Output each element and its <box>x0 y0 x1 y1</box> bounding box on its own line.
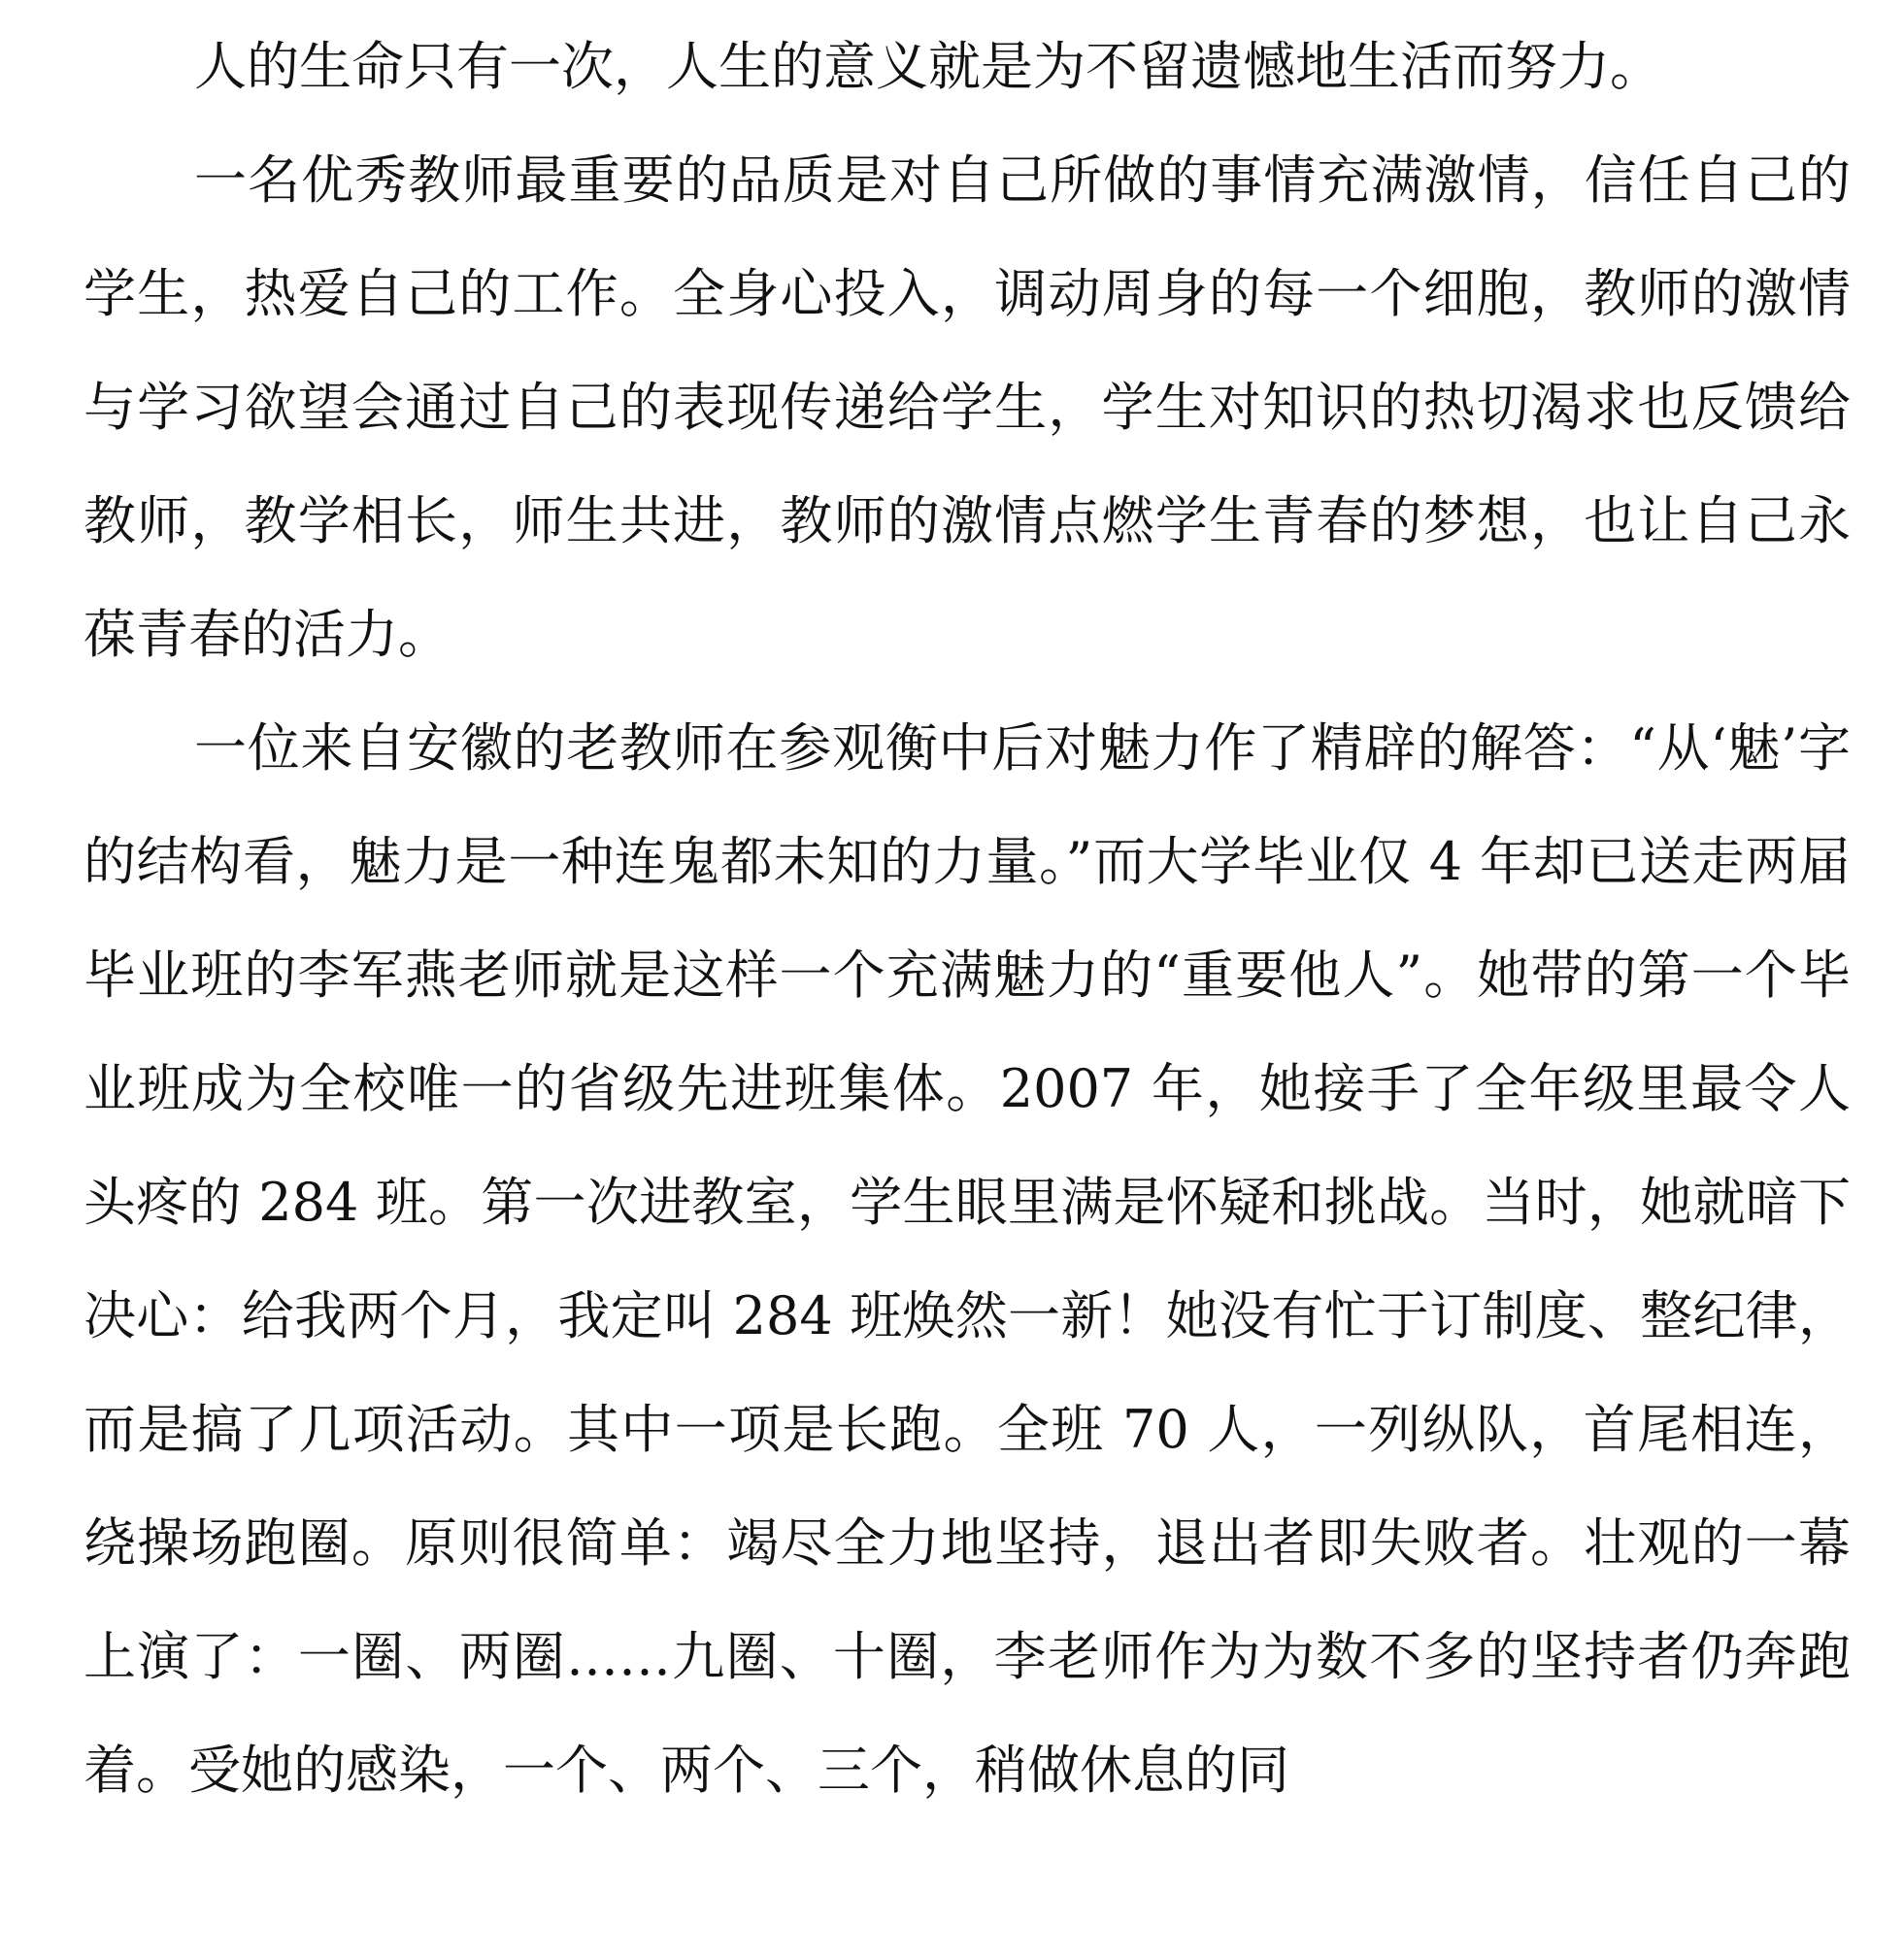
article-body <box>84 10 1851 1827</box>
paragraph-2: 一名优秀教师最重要的品质是对自己所做的事情充满激情，信任自己的学生，热爱自己的工作。全身心投入，调动周身的每一个细胞，教师的激情与学习欲望会通过自己的表现传递给学生，学生对知识的热切渴求也反馈给教师，教学相长，师生共进，教师的激情点燃学生青春的梦想，也让自己永葆青春的活力。 <box>84 149 1851 665</box>
paragraph-3: 一位来自安徽的老教师在参观衡中后对魅力作了精辟的解答：“从‘魅’字的结构看，魅力是一种连鬼都未知的力量。”而大学毕业仅 4 年却已送走两届毕业班的李军燕老师就是这样一个充满魅力的“重要他人”。她带的第一个毕业班成为全校唯一的省级先进班集体。2007 年，她接手了全年级里最令人头疼的 284 班。第一次进教室，学生眼里满是怀疑和挑战。当时，她就暗下决心：给我两个月，我定叫 284 班焕然一新！她没有忙于订制度、整纪律，而是搞了几项活动。其中一项是长跑。全班 70 人，一列纵队，首尾相连，绕操场跑圈。原则很简单：竭尽全力地坚持，退出者即失败者。壮观的一幕上演了：一圈、两圈……九圈、十圈，李老师作为为数不多的坚持者仍奔跑着。受她的感染，一个、两个、三个，稍做休息的同 <box>84 717 1851 1801</box>
paragraph-1: 人的生命只有一次，人生的意义就是为不留遗憾地生活而努力。 <box>194 36 1662 97</box>
